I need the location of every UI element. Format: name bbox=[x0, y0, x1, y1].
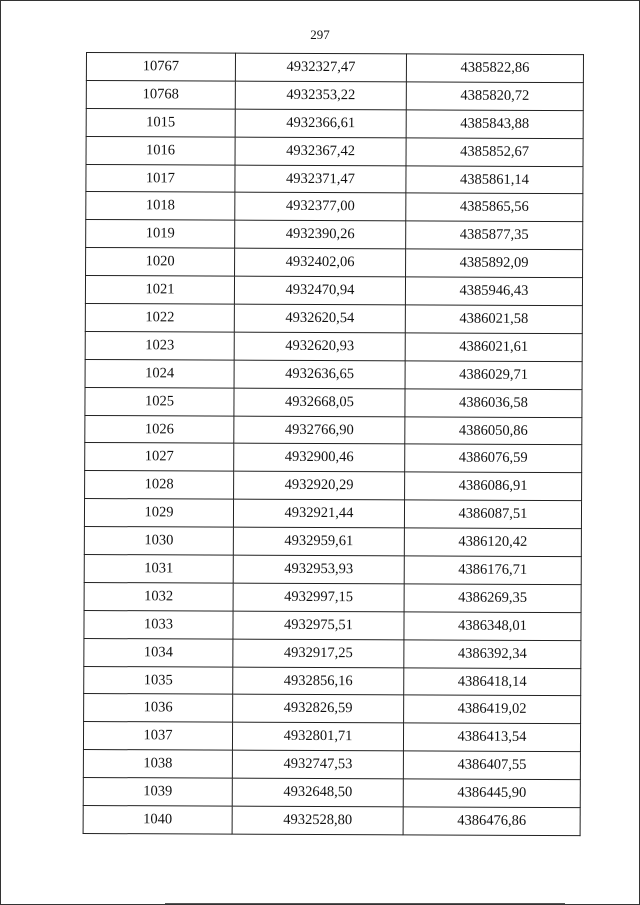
x-coordinate-cell: 4932900,46 bbox=[234, 444, 405, 473]
x-coordinate-cell: 4932975,51 bbox=[233, 611, 404, 640]
point-id-cell: 1017 bbox=[86, 164, 235, 193]
point-id-cell: 1019 bbox=[86, 220, 235, 249]
point-id-cell: 1032 bbox=[84, 582, 233, 611]
point-id-cell: 1031 bbox=[84, 555, 233, 584]
point-id-cell: 1015 bbox=[86, 108, 235, 137]
point-id-cell: 1023 bbox=[85, 331, 234, 360]
x-coordinate-cell: 4932801,71 bbox=[232, 723, 403, 752]
point-id-cell: 1021 bbox=[85, 276, 234, 305]
table-row bbox=[83, 722, 580, 752]
table-row bbox=[85, 359, 582, 389]
x-coordinate-cell: 4932528,80 bbox=[232, 806, 403, 835]
point-id-cell: 1034 bbox=[84, 638, 233, 667]
table-row bbox=[86, 53, 583, 83]
y-coordinate-cell: 4385822,86 bbox=[406, 54, 583, 83]
y-coordinate-cell: 4386076,59 bbox=[405, 444, 582, 473]
x-coordinate-cell: 4932367,42 bbox=[235, 137, 406, 166]
x-coordinate-cell: 4932668,05 bbox=[234, 388, 405, 417]
coordinates-table-container bbox=[83, 52, 580, 836]
x-coordinate-cell: 4932953,93 bbox=[233, 555, 404, 584]
table-row bbox=[83, 750, 580, 780]
y-coordinate-cell: 4386419,02 bbox=[404, 695, 581, 724]
y-coordinate-cell: 4385861,14 bbox=[406, 165, 583, 194]
y-coordinate-cell: 4385877,35 bbox=[406, 221, 583, 250]
page-number: 297 bbox=[310, 27, 330, 42]
table-row bbox=[85, 387, 582, 417]
coordinates-table-body bbox=[83, 53, 583, 836]
point-id-cell: 10768 bbox=[86, 80, 235, 109]
table-row bbox=[86, 248, 583, 278]
point-id-cell: 1026 bbox=[85, 415, 234, 444]
x-coordinate-cell: 4932353,22 bbox=[235, 81, 406, 110]
y-coordinate-cell: 4386407,55 bbox=[403, 751, 580, 780]
table-row bbox=[84, 582, 581, 612]
point-id-cell: 1030 bbox=[84, 527, 233, 556]
point-id-cell: 1037 bbox=[83, 722, 232, 751]
point-id-cell: 1016 bbox=[86, 136, 235, 165]
x-coordinate-cell: 4932648,50 bbox=[232, 778, 403, 807]
table-row bbox=[83, 806, 580, 836]
table-row bbox=[85, 331, 582, 361]
x-coordinate-cell: 4932620,54 bbox=[234, 304, 405, 333]
x-coordinate-cell: 4932856,16 bbox=[233, 667, 404, 696]
table-row bbox=[84, 555, 581, 585]
y-coordinate-cell: 4386120,42 bbox=[404, 528, 581, 557]
x-coordinate-cell: 4932747,53 bbox=[232, 750, 403, 779]
table-row bbox=[86, 108, 583, 138]
y-coordinate-cell: 4386445,90 bbox=[403, 779, 580, 808]
x-coordinate-cell: 4932920,29 bbox=[234, 472, 405, 501]
y-coordinate-cell: 4386418,14 bbox=[404, 667, 581, 696]
point-id-cell: 1040 bbox=[83, 806, 232, 835]
x-coordinate-cell: 4932620,93 bbox=[234, 332, 405, 361]
table-row bbox=[84, 666, 581, 696]
y-coordinate-cell: 4386021,61 bbox=[405, 333, 582, 362]
x-coordinate-cell: 4932402,06 bbox=[235, 248, 406, 277]
x-coordinate-cell: 4932959,61 bbox=[233, 527, 404, 556]
x-coordinate-cell: 4932390,26 bbox=[235, 220, 406, 249]
coordinates-table bbox=[83, 52, 584, 836]
y-coordinate-cell: 4386086,91 bbox=[405, 472, 582, 501]
table-row bbox=[85, 443, 582, 473]
y-coordinate-cell: 4385820,72 bbox=[406, 82, 583, 111]
y-coordinate-cell: 4385892,09 bbox=[406, 249, 583, 278]
y-coordinate-cell: 4386269,35 bbox=[404, 584, 581, 613]
point-id-cell: 1024 bbox=[85, 359, 234, 388]
point-id-cell: 1038 bbox=[83, 750, 232, 779]
table-row bbox=[86, 136, 583, 166]
table-row bbox=[84, 694, 581, 724]
bottom-scan-line bbox=[165, 903, 565, 904]
table-row bbox=[85, 304, 582, 334]
x-coordinate-cell: 4932997,15 bbox=[233, 583, 404, 612]
x-coordinate-cell: 4932826,59 bbox=[233, 695, 404, 724]
table-row bbox=[86, 220, 583, 250]
y-coordinate-cell: 4385843,88 bbox=[406, 110, 583, 139]
x-coordinate-cell: 4932377,00 bbox=[235, 193, 406, 222]
table-row bbox=[84, 527, 581, 557]
point-id-cell: 1027 bbox=[85, 443, 234, 472]
point-id-cell: 1022 bbox=[85, 304, 234, 333]
y-coordinate-cell: 4386087,51 bbox=[404, 500, 581, 529]
x-coordinate-cell: 4932371,47 bbox=[235, 165, 406, 194]
table-row bbox=[85, 415, 582, 445]
point-id-cell: 1036 bbox=[84, 694, 233, 723]
point-id-cell: 1039 bbox=[83, 778, 232, 807]
table-row bbox=[85, 471, 582, 501]
point-id-cell: 1025 bbox=[85, 387, 234, 416]
y-coordinate-cell: 4386036,58 bbox=[405, 389, 582, 418]
y-coordinate-cell: 4385852,67 bbox=[406, 138, 583, 167]
table-row bbox=[86, 192, 583, 222]
x-coordinate-cell: 4932917,25 bbox=[233, 639, 404, 668]
x-coordinate-cell: 4932327,47 bbox=[235, 53, 406, 82]
y-coordinate-cell: 4385946,43 bbox=[405, 277, 582, 306]
table-row bbox=[84, 499, 581, 529]
y-coordinate-cell: 4386413,54 bbox=[403, 723, 580, 752]
y-coordinate-cell: 4386476,86 bbox=[403, 807, 580, 836]
x-coordinate-cell: 4932921,44 bbox=[233, 499, 404, 528]
point-id-cell: 1035 bbox=[84, 666, 233, 695]
y-coordinate-cell: 4386392,34 bbox=[404, 640, 581, 669]
point-id-cell: 1020 bbox=[86, 248, 235, 277]
y-coordinate-cell: 4386176,71 bbox=[404, 556, 581, 585]
x-coordinate-cell: 4932766,90 bbox=[234, 416, 405, 445]
table-row bbox=[86, 80, 583, 110]
y-coordinate-cell: 4386021,58 bbox=[405, 305, 582, 334]
point-id-cell: 10767 bbox=[86, 53, 235, 82]
table-row bbox=[86, 164, 583, 194]
x-coordinate-cell: 4932470,94 bbox=[234, 276, 405, 305]
point-id-cell: 1033 bbox=[84, 610, 233, 639]
x-coordinate-cell: 4932636,65 bbox=[234, 360, 405, 389]
x-coordinate-cell: 4932366,61 bbox=[235, 109, 406, 138]
y-coordinate-cell: 4386029,71 bbox=[405, 361, 582, 390]
point-id-cell: 1029 bbox=[84, 499, 233, 528]
table-row bbox=[85, 276, 582, 306]
point-id-cell: 1018 bbox=[86, 192, 235, 221]
y-coordinate-cell: 4385865,56 bbox=[406, 193, 583, 222]
point-id-cell: 1028 bbox=[85, 471, 234, 500]
y-coordinate-cell: 4386348,01 bbox=[404, 612, 581, 641]
table-row bbox=[84, 638, 581, 668]
table-row bbox=[84, 610, 581, 640]
y-coordinate-cell: 4386050,86 bbox=[405, 416, 582, 445]
table-row bbox=[83, 778, 580, 808]
